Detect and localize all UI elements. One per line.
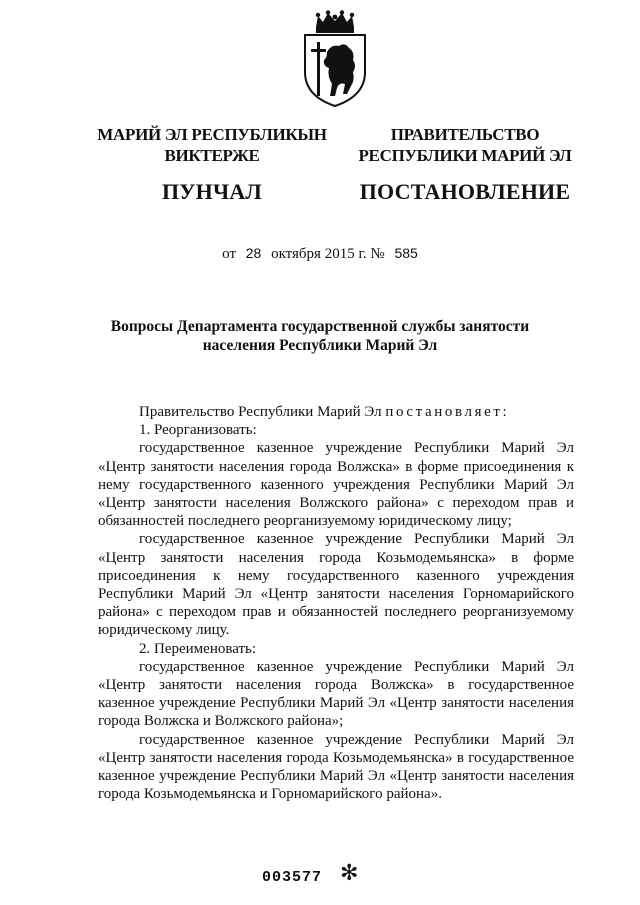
header-right-line1: ПРАВИТЕЛЬСТВО — [390, 125, 540, 144]
intro-paragraph — [98, 403, 574, 421]
document-title — [90, 317, 550, 355]
section-1-heading: 1. Реорганизовать: — [139, 422, 257, 439]
header-left-doc-type: ПУНЧАЛ — [162, 179, 262, 204]
date-day: 28 — [245, 245, 262, 261]
intro-verb: постановляет: — [385, 404, 510, 420]
serial-number: 003577 — [262, 869, 323, 886]
section-2-item-b: государственное казенное учреждение Республики Марий Эл «Центр занятости населения города Козьмодемьянска» в государственное казенное учреждение Республики Марий Эл «Центр занятости населения города Козьмодемьянска и Горномарийского района». — [98, 731, 574, 803]
header-right-doc-type: ПОСТАНОВЛЕНИЕ — [359, 179, 571, 204]
asterisk-mark: ✻ — [340, 861, 359, 886]
date-prefix: от — [222, 246, 236, 262]
coat-of-arms-emblem — [293, 10, 377, 108]
header-left — [86, 124, 338, 205]
intro-prefix: Правительство Республики Марий Эл — [139, 404, 382, 420]
section-2-item-a: государственное казенное учреждение Республики Марий Эл «Центр занятости населения города Волжска» в государственное казенное учреждение Республики Марий Эл «Центр занятости населения города Волжска и Волжского района»; — [98, 658, 574, 730]
section-1-item-b: государственное казенное учреждение Республики Марий Эл «Центр занятости населения города Козьмодемьянска» в форме присоединения к нему государственного казенного учреждения Республики Марий Эл «Центр занятости населения Горномарийского района» с переходом прав и обязанностей последнего реорганизуемому юридическому лицу. — [98, 531, 574, 639]
section-2-heading: 2. Переименовать: — [139, 640, 257, 657]
header-left-line1: МАРИЙ ЭЛ РЕСПУБЛИКЫН — [97, 125, 327, 144]
title-line1: Вопросы Департамента государственной службы занятости — [110, 318, 530, 335]
section-1-item-a: государственное казенное учреждение Республики Марий Эл «Центр занятости населения города Волжска» в форме присоединения к нему государственного казенного учреждения Республики Марий Эл «Центр занятости населения Волжского района» с переходом прав и обязанностей последнего реорганизуемому юридическому лицу; — [98, 440, 574, 530]
header-right — [352, 124, 578, 205]
document-body — [98, 403, 574, 803]
title-line2: населения Республики Марий Эл — [202, 337, 438, 354]
document-date-line — [0, 245, 640, 263]
header-right-line2: РЕСПУБЛИКИ МАРИЙ ЭЛ — [358, 146, 572, 165]
document-number: 585 — [394, 245, 418, 261]
date-month-year: октября 2015 г. № — [271, 246, 385, 262]
header-left-line2: ВИКТЕРЖЕ — [164, 146, 260, 165]
